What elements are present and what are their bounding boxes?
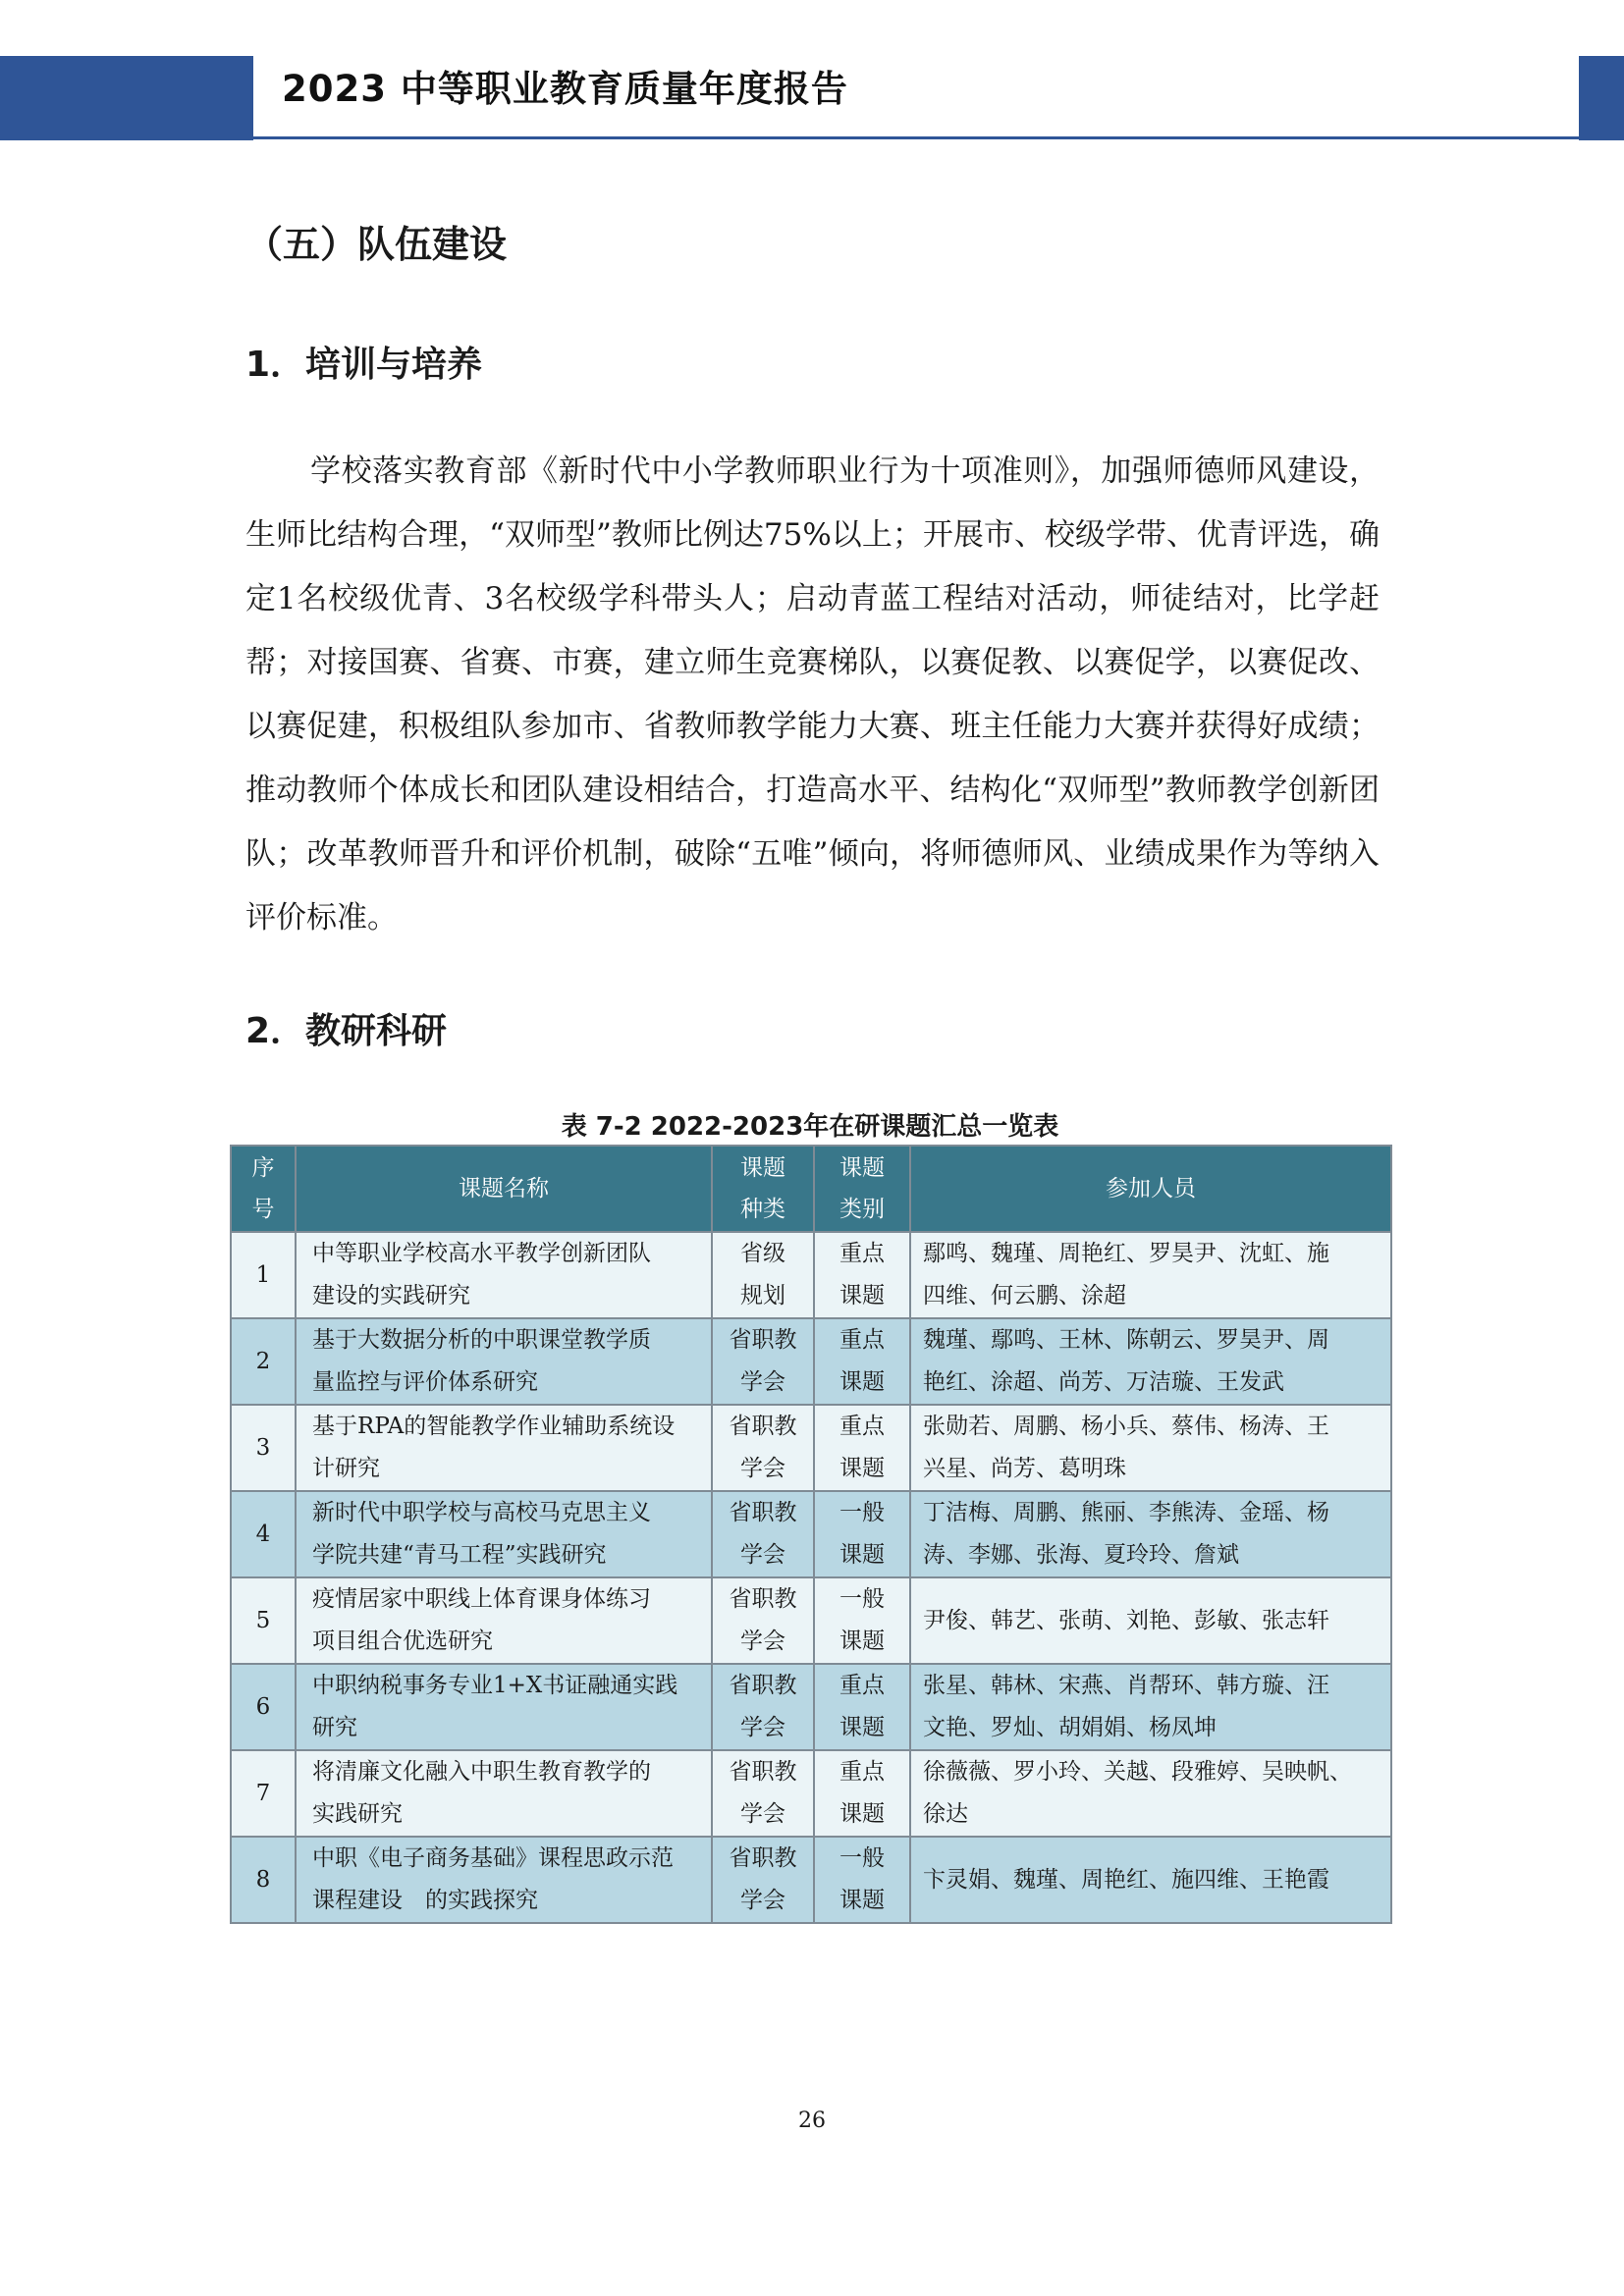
table-row xyxy=(231,1664,1391,1750)
cell-members: 鄢鸣、魏瑾、周艳红、罗昊尹、沈虹、施 四维、何云鹏、涂超 xyxy=(910,1232,1391,1318)
research-projects-table xyxy=(230,1145,1392,1924)
cell-kind: 省职教 学会 xyxy=(712,1837,814,1923)
cell-project-name: 中职纳税事务专业1+X书证融通实践 研究 xyxy=(296,1664,712,1750)
cell-members: 尹俊、韩艺、张萌、刘艳、彭敏、张志轩 xyxy=(910,1577,1391,1664)
cell-members: 魏瑾、鄢鸣、王林、陈朝云、罗昊尹、周 艳红、涂超、尚芳、万洁璇、王发武 xyxy=(910,1318,1391,1405)
cell-category: 重点 课题 xyxy=(814,1405,910,1491)
table-header-row xyxy=(231,1146,1391,1232)
cell-project-name: 基于RPA的智能教学作业辅助系统设 计研究 xyxy=(296,1405,712,1491)
cell-category: 重点 课题 xyxy=(814,1750,910,1837)
header-rule xyxy=(253,136,1579,139)
cell-project-name: 中等职业学校高水平教学创新团队 建设的实践研究 xyxy=(296,1232,712,1318)
header-bar-right xyxy=(1579,56,1624,140)
cell-category: 一般 课题 xyxy=(814,1577,910,1664)
cell-kind: 省职教 学会 xyxy=(712,1750,814,1837)
cell-kind: 省职教 学会 xyxy=(712,1405,814,1491)
cell-members: 张勋若、周鹏、杨小兵、蔡伟、杨涛、王 兴星、尚芳、葛明珠 xyxy=(910,1405,1391,1491)
cell-no: 5 xyxy=(231,1577,296,1664)
header-members: 参加人员 xyxy=(910,1146,1391,1232)
subsection-heading-research: 2．教研科研 xyxy=(245,1011,448,1051)
cell-kind: 省职教 学会 xyxy=(712,1664,814,1750)
header-project-name: 课题名称 xyxy=(296,1146,712,1232)
cell-members: 张星、韩林、宋燕、肖帮环、韩方璇、汪 文艳、罗灿、胡娟娟、杨凤坤 xyxy=(910,1664,1391,1750)
cell-no: 7 xyxy=(231,1750,296,1837)
cell-no: 4 xyxy=(231,1491,296,1577)
header-bar-left xyxy=(0,56,253,140)
header-project-kind: 课题 种类 xyxy=(712,1146,814,1232)
cell-no: 8 xyxy=(231,1837,296,1923)
cell-members: 卞灵娟、魏瑾、周艳红、施四维、王艳霞 xyxy=(910,1837,1391,1923)
cell-category: 一般 课题 xyxy=(814,1491,910,1577)
cell-kind: 省职教 学会 xyxy=(712,1491,814,1577)
cell-category: 重点 课题 xyxy=(814,1664,910,1750)
cell-project-name: 基于大数据分析的中职课堂教学质 量监控与评价体系研究 xyxy=(296,1318,712,1405)
cell-category: 重点 课题 xyxy=(814,1232,910,1318)
subsection-heading-training: 1．培训与培养 xyxy=(245,345,483,385)
cell-members: 丁洁梅、周鹏、熊丽、李熊涛、金瑶、杨 涛、李娜、张海、夏玲玲、詹斌 xyxy=(910,1491,1391,1577)
cell-no: 6 xyxy=(231,1664,296,1750)
cell-no: 1 xyxy=(231,1232,296,1318)
table-row xyxy=(231,1577,1391,1664)
training-paragraph: 学校落实教育部《新时代中小学教师职业行为十项准则》，加强师德师风建设，生师比结构合理，“双师型”教师比例达75%以上；开展市、校级学带、优青评选，确定1名校级优青、3名校级学科带头人；启动青蓝工程结对活动，师徒结对，比学赶帮；对接国赛、省赛、市赛，建立师生竞赛梯队，以赛促教、以赛促学，以赛促改、以赛促建，积极组队参加市、省教师教学能力大赛、班主任能力大赛并获得好成绩；推动教师个体成长和团队建设相结合，打造高水平、结构化“双师型”教师教学创新团队；改革教师晋升和评价机制，破除“五唯”倾向，将师德师风、业绩成果作为等纳入评价标准。 xyxy=(245,454,1380,935)
cell-project-name: 新时代中职学校与高校马克思主义 学院共建“青马工程”实践研究 xyxy=(296,1491,712,1577)
cell-kind: 省职教 学会 xyxy=(712,1577,814,1664)
cell-no: 3 xyxy=(231,1405,296,1491)
cell-category: 重点 课题 xyxy=(814,1318,910,1405)
cell-project-name: 中职《电子商务基础》课程思政示范 课程建设 的实践探究 xyxy=(296,1837,712,1923)
header-project-category: 课题 类别 xyxy=(814,1146,910,1232)
section-heading: （五）队伍建设 xyxy=(245,223,508,266)
table-row xyxy=(231,1837,1391,1923)
cell-no: 2 xyxy=(231,1318,296,1405)
header-no: 序 号 xyxy=(231,1146,296,1232)
table-row xyxy=(231,1405,1391,1491)
table-row xyxy=(231,1318,1391,1405)
cell-project-name: 疫情居家中职线上体育课身体练习 项目组合优选研究 xyxy=(296,1577,712,1664)
cell-members: 徐薇薇、罗小玲、关越、段雅婷、吴映帆、 徐达 xyxy=(910,1750,1391,1837)
table-row xyxy=(231,1750,1391,1837)
cell-kind: 省级 规划 xyxy=(712,1232,814,1318)
table-caption: 表 7-2 2022-2023年在研课题汇总一览表 xyxy=(561,1112,1059,1142)
report-title: 2023 中等职业教育质量年度报告 xyxy=(282,68,848,110)
cell-category: 一般 课题 xyxy=(814,1837,910,1923)
cell-project-name: 将清廉文化融入中职生教育教学的 实践研究 xyxy=(296,1750,712,1837)
table-row xyxy=(231,1491,1391,1577)
cell-kind: 省职教 学会 xyxy=(712,1318,814,1405)
table-row xyxy=(231,1232,1391,1318)
page-number: 26 xyxy=(798,2109,826,2133)
